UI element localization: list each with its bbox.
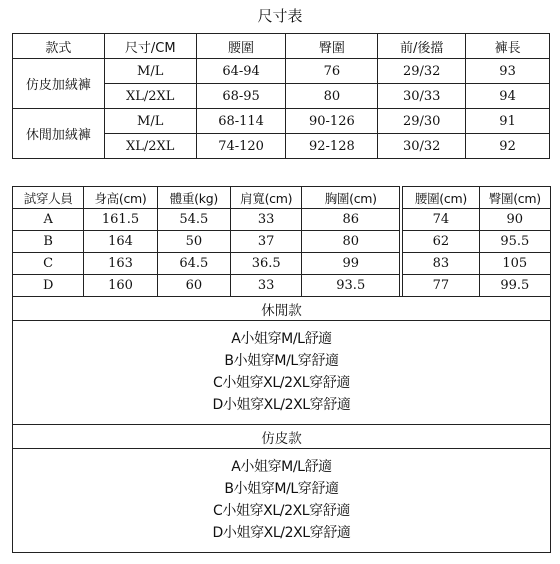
hip-cell: 90-126 (286, 109, 378, 134)
fit-note: A小姐穿M/L舒適 (231, 331, 332, 347)
weight-cell: 64.5 (157, 253, 230, 275)
waist-cell: 74-120 (196, 134, 286, 159)
header-size: 尺寸/CM (104, 34, 196, 59)
rise-cell: 29/32 (378, 59, 466, 84)
fit-note: C小姐穿XL/2XL穿舒適 (213, 503, 350, 519)
table-row (13, 275, 551, 297)
section-notes-row (13, 321, 551, 425)
chest-cell: 93.5 (302, 275, 400, 297)
header-waist: 腰圍 (196, 34, 286, 59)
header-chest: 胸圍(cm) (302, 187, 400, 209)
height-cell: 164 (84, 231, 157, 253)
header-weight: 體重(kg) (157, 187, 230, 209)
header-shoulder: 肩寬(cm) (231, 187, 302, 209)
hip-cell: 92-128 (286, 134, 378, 159)
rise-cell: 29/30 (378, 109, 466, 134)
height-cell: 163 (84, 253, 157, 275)
fit-note: C小姐穿XL/2XL穿舒適 (213, 375, 350, 391)
waist-cell: 62 (403, 231, 479, 253)
size-cell: XL/2XL (104, 84, 196, 109)
waist-cell: 68-114 (196, 109, 286, 134)
length-cell: 93 (466, 59, 550, 84)
header-tester: 試穿人員 (13, 187, 84, 209)
chest-cell: 99 (302, 253, 400, 275)
weight-cell: 60 (157, 275, 230, 297)
hip-cell: 80 (286, 84, 378, 109)
shoulder-cell: 37 (231, 231, 302, 253)
table-row (13, 109, 550, 134)
header-height: 身高(cm) (84, 187, 157, 209)
header-rise: 前/後擋 (378, 34, 466, 59)
tester-cell: B (13, 231, 84, 253)
table-row (13, 209, 551, 231)
style-name: 仿皮加絨褲 (13, 59, 105, 109)
header-hip: 臀圍 (286, 34, 378, 59)
length-cell: 92 (466, 134, 550, 159)
table-row (13, 59, 550, 84)
size-cell: M/L (104, 109, 196, 134)
section-notes-row (13, 449, 551, 553)
shoulder-cell: 33 (231, 275, 302, 297)
header-style: 款式 (13, 34, 105, 59)
hip-cell: 105 (479, 253, 550, 275)
waist-cell: 64-94 (196, 59, 286, 84)
section-title-row (13, 425, 551, 449)
waist-cell: 68-95 (196, 84, 286, 109)
section-notes-casual (13, 321, 551, 425)
length-cell: 94 (466, 84, 550, 109)
fit-note: D小姐穿XL/2XL穿舒適 (212, 525, 351, 541)
size-cell: XL/2XL (104, 134, 196, 159)
waist-cell: 77 (403, 275, 479, 297)
shoulder-cell: 33 (231, 209, 302, 231)
table-row (13, 253, 551, 275)
waist-cell: 74 (403, 209, 479, 231)
section-title-row (13, 297, 551, 321)
size-table (12, 33, 550, 159)
header-length: 褲長 (466, 34, 550, 59)
tester-cell: C (13, 253, 84, 275)
size-table-header-row (13, 34, 550, 59)
weight-cell: 50 (157, 231, 230, 253)
waist-cell: 83 (403, 253, 479, 275)
fit-table (12, 186, 551, 553)
hip-cell: 99.5 (479, 275, 550, 297)
fit-note: B小姐穿M/L穿舒適 (224, 481, 339, 497)
size-cell: M/L (104, 59, 196, 84)
section-notes-faux-leather (13, 449, 551, 553)
chest-cell: 86 (302, 209, 400, 231)
height-cell: 160 (84, 275, 157, 297)
rise-cell: 30/32 (378, 134, 466, 159)
chest-cell: 80 (302, 231, 400, 253)
weight-cell: 54.5 (157, 209, 230, 231)
hip-cell: 95.5 (479, 231, 550, 253)
height-cell: 161.5 (84, 209, 157, 231)
tester-cell: A (13, 209, 84, 231)
fit-note: D小姐穿XL/2XL穿舒適 (212, 397, 351, 413)
header-hip: 臀圍(cm) (479, 187, 550, 209)
hip-cell: 76 (286, 59, 378, 84)
header-waist: 腰圍(cm) (403, 187, 479, 209)
hip-cell: 90 (479, 209, 550, 231)
tester-cell: D (13, 275, 84, 297)
style-name: 休閒加絨褲 (13, 109, 105, 159)
table-row (13, 231, 551, 253)
length-cell: 91 (466, 109, 550, 134)
fit-note: A小姐穿M/L舒適 (231, 459, 332, 475)
page-title: 尺寸表 (257, 7, 303, 25)
fit-table-header-row (13, 187, 551, 209)
rise-cell: 30/33 (378, 84, 466, 109)
shoulder-cell: 36.5 (231, 253, 302, 275)
section-title-faux-leather: 仿皮款 (13, 425, 551, 449)
fit-note: B小姐穿M/L穿舒適 (224, 353, 339, 369)
section-title-casual: 休閒款 (13, 297, 551, 321)
